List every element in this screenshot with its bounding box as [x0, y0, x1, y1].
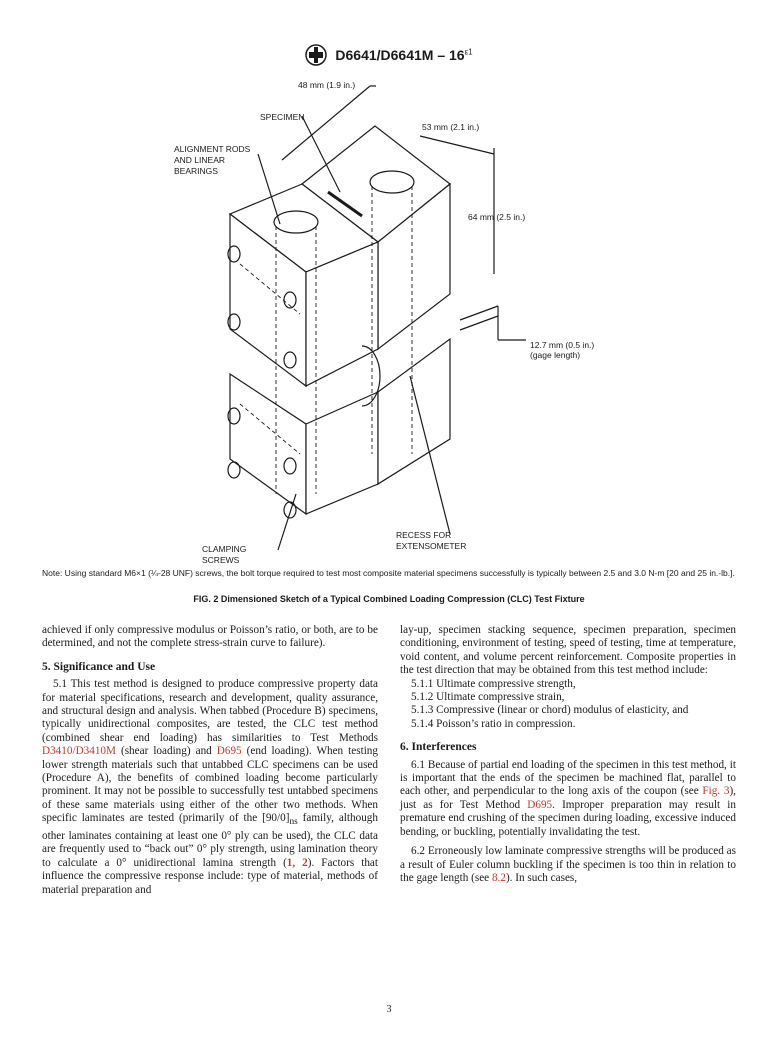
fixture-drawing	[130, 74, 650, 574]
dim-width-48: 48 mm (1.9 in.)	[298, 80, 356, 90]
paragraph-continuation: achieved if only compressive modulus or Poisson’s ratio, or both, are to be determined, and not the complete stress-strain curve to failure).	[42, 624, 378, 650]
label-screws: SCREWS	[202, 555, 240, 565]
dim-gage-length: 12.7 mm (0.5 in.)	[530, 340, 595, 350]
figure-note: Note: Using standard M6×1 (¼-28 UNF) screws, the bolt torque required to test most composite material specimens successfully is typically between 2.5 and 3.0 N-m [20 and 25 in.-lb.].	[42, 568, 735, 578]
section-6-heading: 6. Interferences	[400, 741, 477, 754]
label-clamping: CLAMPING	[202, 544, 247, 554]
paragraph-continuation-right: lay-up, specimen stacking sequence, specimen preparation, specimen conditioning, environment of testing, speed of testing, time at temperature, void content, and volume percent reinforcement. Composite properties in the test direction that may be obtained from this test method include:	[400, 624, 736, 677]
fixture-sketch	[130, 74, 650, 574]
item-5-1-2: 5.1.2 Ultimate compressive strain,	[411, 691, 565, 704]
paragraph-6-1: 6.1 Because of partial end loading of the specimen in this test method, it is important that the ends of the specimen be machined flat, parallel to each other, and perpendicular to the long axis of the coupon (see Fig. 3), just as for Test Method D695. Improper preparation may result in premature end crushing of the specimen during loading, excessive induced bending, or buckling, potentially invalidating the test.	[400, 758, 737, 838]
paragraph-5-1: 5.1 This test method is designed to produce compressive property data for material specifications, research and development, quality assurance, and structural design and analysis. When tabbed (Procedure B) specimens, typically unidirectional composites, are tested, the CLC test method (combined shear end loading) has similarities to Test Methods D3410/D3410M (shear loading) and D695 (end loading). When testing lower strength materials such that untabbed CLC specimens can be used (Procedure A), the benefits of combined loading become particularly prominent. It may not be possible to successfully test untabbed specimens of these same materials using either of the other two methods. When specific laminates are tested (primarily of the $[90/0]_{ns}$ family, although other laminates containing at least one 0° ply can be used), the CLC data are frequently used to “back out” 0° ply strength, using lamination theory to calculate a 0° unidirectional lamina strength (1, 2). Factors that influence the compressive response include: type of material, methods of material preparation and	[42, 678, 379, 896]
item-5-1-1: 5.1.1 Ultimate compressive strength,	[411, 677, 576, 690]
left-column	[42, 624, 378, 897]
label-recess: RECESS FOR	[396, 530, 452, 540]
item-5-1-3: 5.1.3 Compressive (linear or chord) modulus of elasticity, and	[411, 704, 689, 717]
link-fig-3[interactable]: Fig. 3	[702, 785, 730, 798]
link-d3410[interactable]: D3410/D3410M	[42, 745, 116, 758]
figure-caption: FIG. 2 Dimensioned Sketch of a Typical Combined Loading Compression (CLC) Test Fixture	[193, 594, 585, 604]
dim-width-53: 53 mm (2.1 in.)	[422, 122, 480, 132]
label-gage-length: (gage length)	[530, 350, 581, 360]
item-5-1-4: 5.1.4 Poisson’s ratio in compression.	[411, 717, 576, 730]
reference-links[interactable]: 1, 2	[286, 856, 308, 869]
link-d695-right[interactable]: D695	[527, 798, 553, 811]
link-d695[interactable]: D695	[216, 745, 242, 758]
label-linear: AND LINEAR	[174, 155, 226, 165]
label-bearings: BEARINGS	[174, 166, 218, 176]
label-alignment-rods: ALIGNMENT RODS	[174, 144, 251, 154]
subscript-ns: ns	[289, 817, 298, 828]
paragraph-6-2: 6.2 Erroneously low laminate compressive strengths will be produced as a result of Euler column buckling if the specimen is too thin in relation to the gage length (see 8.2). In such cases,	[400, 845, 736, 884]
astm-logo-icon	[305, 44, 327, 66]
label-extensometer: EXTENSOMETER	[396, 541, 467, 551]
page-number: 3	[386, 1004, 392, 1015]
dim-height-64: 64 mm (2.5 in.)	[468, 212, 526, 222]
right-column	[400, 624, 736, 885]
link-8-2[interactable]: 8.2	[491, 871, 506, 884]
page-header	[0, 44, 778, 66]
label-specimen: SPECIMEN	[260, 112, 305, 122]
edition-superscript: ε1	[464, 47, 473, 57]
standard-designation: $D6641/D6641M - 16^{\varepsilon 1}$	[335, 47, 473, 63]
section-5-heading: 5. Significance and Use	[42, 660, 156, 673]
